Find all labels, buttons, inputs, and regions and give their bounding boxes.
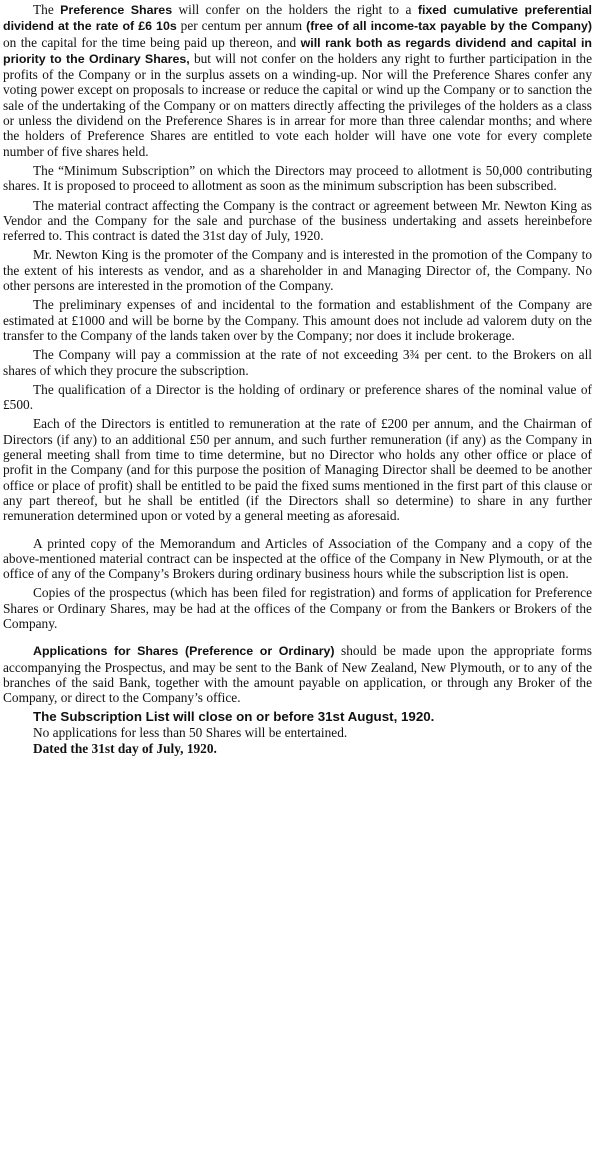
minimum-subscription-paragraph: The “Minimum Subscription” on which the Directors may proceed to allotment is 50,000 contributing shares. It is proposed to proceed to allotment as soon as the minimum subscription has been subscribed.: [3, 162, 592, 194]
text: but will not confer on the holders any right to further participation in the profits of the Company or in the surplus assets on a winding-up. Nor will the Preference Shares confer any voting power except on proposals to increase or reduce the capital or wind up the Company or to sanction the sale of the undertaking of the Company or on matters directly affecting the privileges of the holders as a class or unless the dividend on the Preference Shares is in arrear for more than three calendar months; and where the holders of Preference Shares are entitled to vote each holder will have one vote for every complete number of five shares held.: [3, 50, 592, 159]
minimum-applications-note: No applications for less than 50 Shares will be entertained.: [33, 725, 348, 741]
commission-paragraph: The Company will pay a commission at the rate of not exceeding 3¾ per cent. to the Brokers on all shares of which they procure the subscription.: [3, 347, 592, 378]
preference-shares-paragraph: [3, 2, 592, 159]
director-qualification-paragraph: The qualification of a Director is the holding of ordinary or preference shares of the nominal value of £500.: [3, 381, 592, 413]
text: The: [33, 2, 61, 17]
text: will confer on the holders the right to a: [172, 2, 418, 17]
bold-text: Preference Shares: [60, 3, 173, 17]
prospectus-copies-paragraph: Copies of the prospectus (which has been filed for registration) and forms of application for Preference Shares or Ordinary Shares, may be had at the offices of the Company or from the Bankers or Brokers of the Company.: [3, 585, 592, 631]
subscription-list-closing: The Subscription List will close on or before 31st August, 1920.: [33, 709, 435, 725]
text: on the capital for the time being paid up thereon, and: [3, 34, 301, 50]
material-contract-paragraph: The material contract affecting the Company is the contract or agreement between Mr. Newton King as Vendor and the Company for the sale and purchase of the business undertaking and assets hereinbefore referred to. This contract is dated the 31st day of July, 1920.: [3, 197, 592, 244]
applications-paragraph: [3, 643, 592, 705]
date-line: Dated the 31st day of July, 1920.: [33, 741, 217, 757]
bold-text: will rank both as regards dividend and capital in priority to the Ordinary Shares,: [3, 35, 592, 66]
text: per centum per annum: [176, 18, 307, 34]
preliminary-expenses-paragraph: The preliminary expenses of and incidental to the formation and establishment of the Company are estimated at £1000 and will be borne by the Company. This amount does not include ad valorem duty on the transfer to the Company of the lands taken over by the Company; nor does it include brokerage.: [3, 297, 592, 343]
memorandum-inspection-paragraph: A printed copy of the Memorandum and Articles of Association of the Company and a copy of the above-mentioned material contract can be inspected at the office of the Company in New Plymouth, or at the office of any of the Company’s Brokers during ordinary business hours while the subscription list is open.: [3, 535, 592, 582]
bold-text: (free of all income-tax payable by the Company): [306, 19, 592, 34]
bold-text: fixed cumulative preferential dividend at the rate of £6 10s: [3, 3, 592, 34]
text: should be made upon the appropriate forms accompanying the Prospectus, and may be sent to the Bank of New Zealand, New Plymouth, or to any of the branches of the said Bank, together with the amount payable on application, or through any Broker of the Company, or direct to the Company’s office.: [3, 643, 592, 706]
director-remuneration-paragraph: Each of the Directors is entitled to remuneration at the rate of £200 per annum, and the Chairman of Directors (if any) to an additional £50 per annum, and such further remuneration (if any) as the Company in general meeting shall from time to time determine, but no Director who holds any other office or place of profit in the Company (and for this purpose the position of Managing Director shall be deemed to be another office or place of profit) shall be entitled to be paid the fixed sums mentioned in the first part of this clause or any part thereof, but he shall be entitled (if the Directors shall so determine) to share in any further remuneration determined upon or voted by a general meeting as aforesaid.: [3, 416, 592, 524]
promoter-paragraph: Mr. Newton King is the promoter of the Company and is interested in the promotion of the Company to the extent of his interests as vendor, and as a shareholder in and Managing Director of, the Company. No other persons are interested in the promotion of the Company.: [3, 247, 592, 294]
bold-text: Applications for Shares (Preference or Ordinary): [33, 644, 335, 659]
